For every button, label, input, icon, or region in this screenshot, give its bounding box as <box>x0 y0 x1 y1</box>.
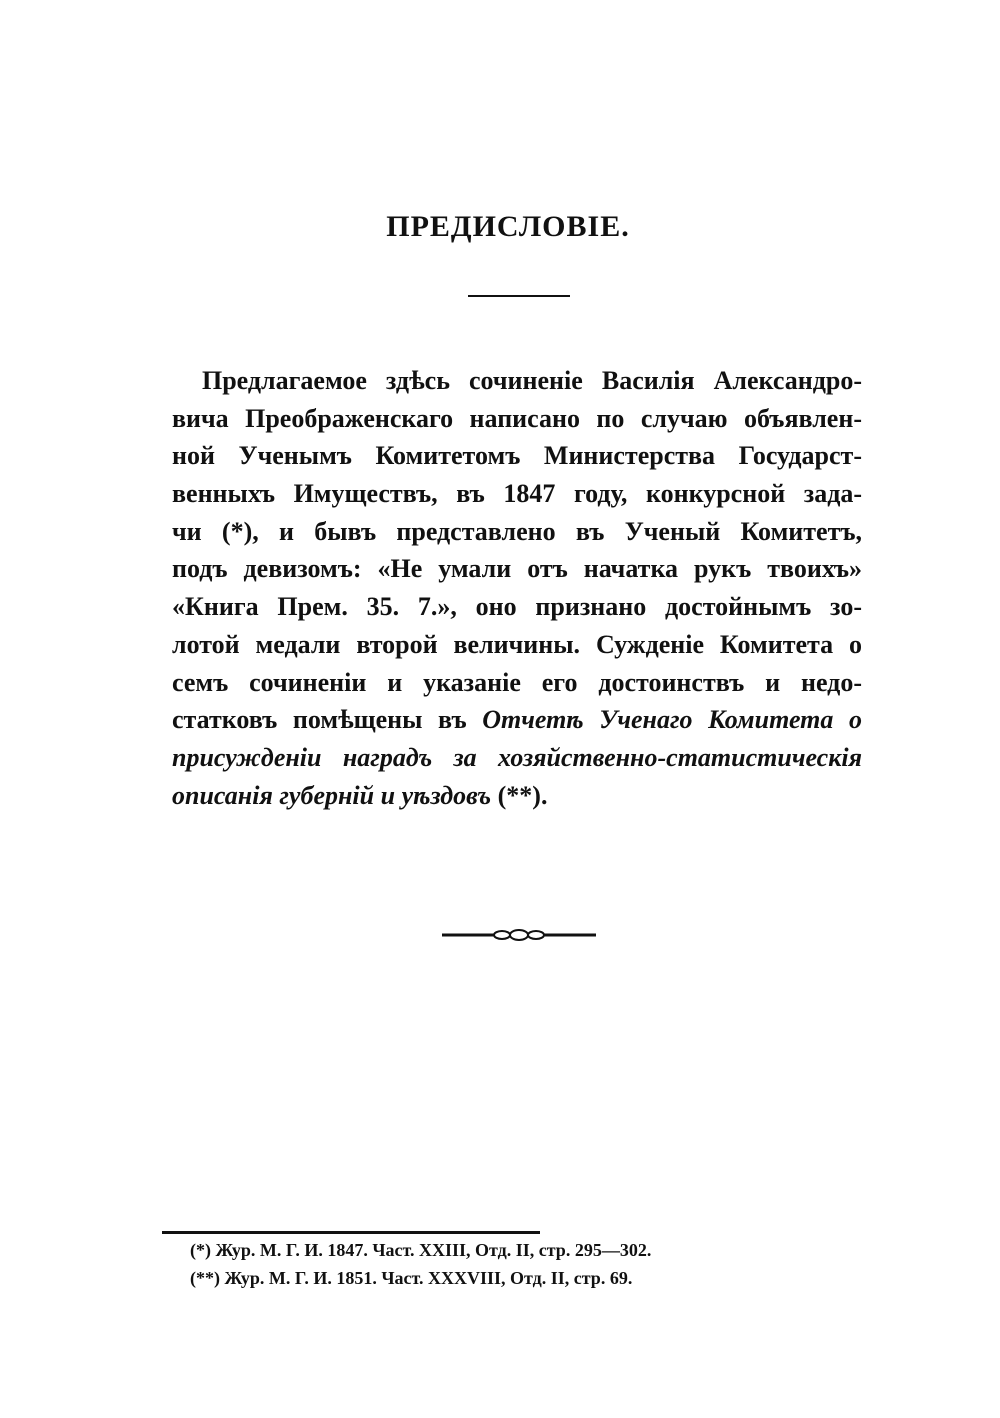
footnote-2: (**) Жур. М. Г. И. 1851. Част. XXXVIII, Отд. II, стр. 69. <box>190 1268 633 1288</box>
text-line: семъ сочиненіи и указаніе его достоинствъ и недо- <box>172 667 862 697</box>
text-line <box>172 701 862 739</box>
text-line: присужденіи наградъ за хозяйственно-статистическія <box>172 742 862 772</box>
text-normal: статковъ помѣщены въ <box>172 705 483 735</box>
report-title-italic: описанія губерній и уѣздовъ <box>172 780 492 810</box>
text-line: ной Ученымъ Комитетомъ Министерства Государст- <box>172 441 862 471</box>
title-divider <box>468 295 570 297</box>
page-title: ПРЕДИСЛОВІЕ. <box>386 210 630 243</box>
footnote-1: (*) Жур. М. Г. И. 1847. Част. XXIII, Отд. II, стр. 295—302. <box>190 1240 652 1260</box>
footnote-ref: (**). <box>491 780 548 810</box>
text-line: подъ девизомъ: «Не умали отъ начатка рукъ твоихъ» <box>172 554 862 584</box>
ornament-divider <box>442 926 596 944</box>
text-line: Предлагаемое здѣсь сочиненіе Василія Александро- <box>202 366 862 395</box>
text-line: «Книга Прем. 35. 7.», оно признано достойнымъ зо- <box>172 592 862 622</box>
footnote-divider <box>162 1231 540 1234</box>
text-line: вича Преображенскаго написано по случаю объявлен- <box>172 403 862 433</box>
text-line: чи (*), и бывъ представлено въ Ученый Комитетъ, <box>172 516 862 546</box>
text-line: венныхъ Имуществъ, въ 1847 году, конкурсной зада- <box>172 479 862 509</box>
report-title-italic: Отчетѣ Ученаго Комитета о <box>482 705 862 735</box>
text-line: лотой медали второй величины. Сужденіе Комитета о <box>172 629 862 659</box>
text-line <box>172 777 862 815</box>
preface-paragraph <box>172 362 862 814</box>
